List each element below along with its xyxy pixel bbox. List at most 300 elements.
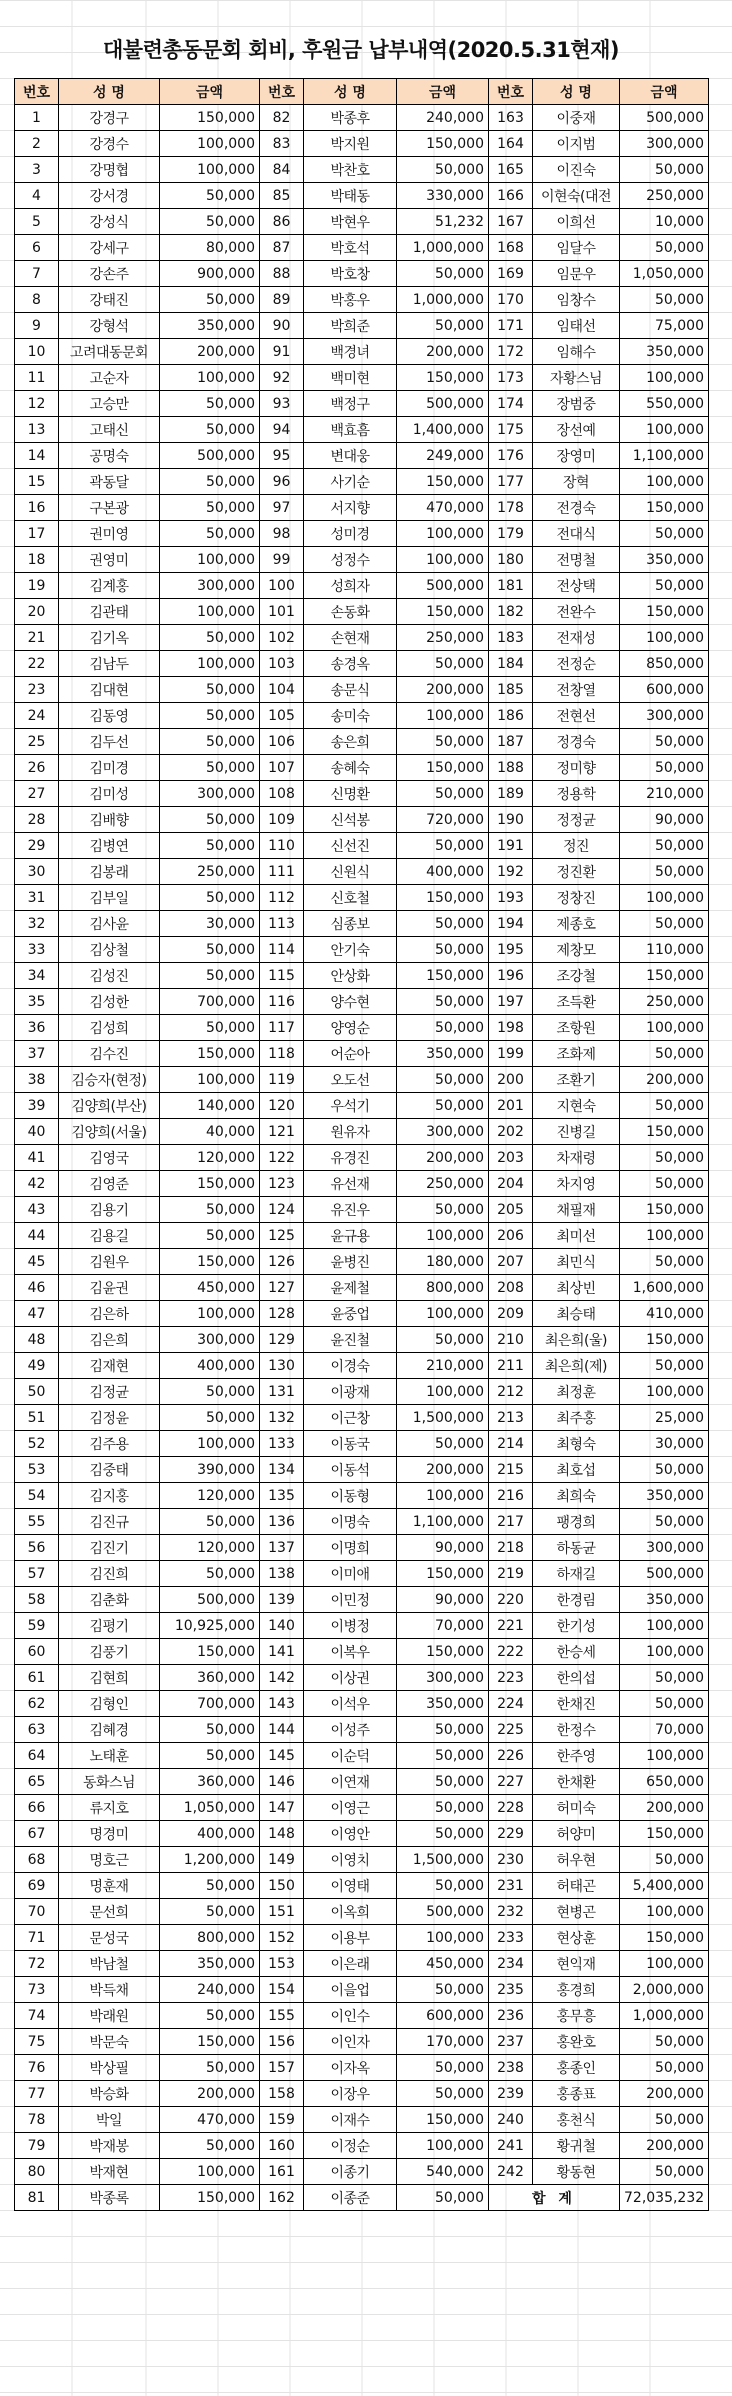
donor-name: 이을업	[304, 1977, 397, 2003]
donation-amount: 50,000	[397, 2055, 489, 2081]
donor-name: 김중태	[59, 1457, 160, 1483]
entry-number: 155	[260, 2003, 304, 2029]
donor-name: 전상택	[533, 573, 620, 599]
header-amount: 금액	[397, 79, 489, 105]
donor-name: 김재현	[59, 1353, 160, 1379]
donor-name: 김계홍	[59, 573, 160, 599]
table-row	[15, 911, 709, 937]
donation-amount: 50,000	[160, 755, 260, 781]
donation-amount: 170,000	[397, 2029, 489, 2055]
donor-name: 이영치	[304, 1847, 397, 1873]
table-row	[15, 885, 709, 911]
donation-amount: 50,000	[160, 469, 260, 495]
entry-number: 187	[489, 729, 533, 755]
table-row	[15, 2081, 709, 2107]
donation-amount: 300,000	[397, 1665, 489, 1691]
donor-name: 구본광	[59, 495, 160, 521]
donor-name: 공명숙	[59, 443, 160, 469]
entry-number: 184	[489, 651, 533, 677]
donation-amount: 550,000	[620, 391, 709, 417]
donor-name: 김풍기	[59, 1639, 160, 1665]
donor-name: 사기순	[304, 469, 397, 495]
entry-number: 107	[260, 755, 304, 781]
entry-number: 119	[260, 1067, 304, 1093]
entry-number: 163	[489, 105, 533, 131]
donor-name: 이은래	[304, 1951, 397, 1977]
donor-name: 김주용	[59, 1431, 160, 1457]
table-row	[15, 521, 709, 547]
donation-amount: 50,000	[160, 1561, 260, 1587]
donation-amount: 51,232	[397, 209, 489, 235]
donor-name: 이진숙	[533, 157, 620, 183]
donor-name: 이영태	[304, 1873, 397, 1899]
entry-number: 152	[260, 1925, 304, 1951]
donation-amount: 50,000	[160, 209, 260, 235]
donor-name: 정미향	[533, 755, 620, 781]
donation-amount: 100,000	[397, 1223, 489, 1249]
donation-amount: 50,000	[397, 1067, 489, 1093]
table-row	[15, 1821, 709, 1847]
entry-number: 212	[489, 1379, 533, 1405]
entry-number: 120	[260, 1093, 304, 1119]
donation-amount: 150,000	[160, 1171, 260, 1197]
donation-amount: 50,000	[160, 495, 260, 521]
entry-number: 222	[489, 1639, 533, 1665]
entry-number: 232	[489, 1899, 533, 1925]
donor-name: 김혜경	[59, 1717, 160, 1743]
entry-number: 42	[15, 1171, 59, 1197]
donation-amount: 1,000,000	[397, 287, 489, 313]
table-row	[15, 1769, 709, 1795]
table-row	[15, 443, 709, 469]
entry-number: 54	[15, 1483, 59, 1509]
entry-number: 67	[15, 1821, 59, 1847]
donation-amount: 700,000	[160, 1691, 260, 1717]
donor-name: 홍경희	[533, 1977, 620, 2003]
donation-ledger-table	[14, 78, 709, 2211]
donor-name: 양수현	[304, 989, 397, 1015]
donor-name: 최승태	[533, 1301, 620, 1327]
entry-number: 52	[15, 1431, 59, 1457]
entry-number: 224	[489, 1691, 533, 1717]
entry-number: 183	[489, 625, 533, 651]
donor-name: 제종호	[533, 911, 620, 937]
entry-number: 104	[260, 677, 304, 703]
donation-amount: 50,000	[397, 1327, 489, 1353]
entry-number: 50	[15, 1379, 59, 1405]
donation-amount: 50,000	[620, 235, 709, 261]
entry-number: 2	[15, 131, 59, 157]
page-title: 대불련총동문회 회비, 후원금 납부내역(2020.5.31현재)	[103, 38, 619, 62]
donation-amount: 150,000	[397, 365, 489, 391]
donor-name: 차지영	[533, 1171, 620, 1197]
donation-amount: 50,000	[397, 1769, 489, 1795]
donor-name: 김춘화	[59, 1587, 160, 1613]
donation-amount: 100,000	[397, 1483, 489, 1509]
donor-name: 이상권	[304, 1665, 397, 1691]
entry-number: 154	[260, 1977, 304, 2003]
donor-name: 최호섭	[533, 1457, 620, 1483]
entry-number: 165	[489, 157, 533, 183]
donor-name: 송경옥	[304, 651, 397, 677]
donor-name: 김영준	[59, 1171, 160, 1197]
entry-number: 1	[15, 105, 59, 131]
donation-amount: 50,000	[160, 1873, 260, 1899]
table-row	[15, 1405, 709, 1431]
donation-amount: 350,000	[160, 1951, 260, 1977]
donor-name: 팽경희	[533, 1509, 620, 1535]
donation-amount: 50,000	[397, 1821, 489, 1847]
entry-number: 7	[15, 261, 59, 287]
donor-name: 김배향	[59, 807, 160, 833]
donor-name: 김수진	[59, 1041, 160, 1067]
total-label: 합 계	[489, 2185, 620, 2211]
donation-amount: 150,000	[397, 755, 489, 781]
donation-amount: 1,050,000	[620, 261, 709, 287]
table-row	[15, 1613, 709, 1639]
table-row	[15, 2133, 709, 2159]
donation-amount: 50,000	[160, 521, 260, 547]
donation-amount: 210,000	[397, 1353, 489, 1379]
donation-amount: 10,925,000	[160, 1613, 260, 1639]
entry-number: 223	[489, 1665, 533, 1691]
entry-number: 56	[15, 1535, 59, 1561]
donor-name: 강태진	[59, 287, 160, 313]
table-row	[15, 339, 709, 365]
entry-number: 185	[489, 677, 533, 703]
donation-amount: 200,000	[620, 1067, 709, 1093]
donor-name: 김양희(부산)	[59, 1093, 160, 1119]
donation-amount: 720,000	[397, 807, 489, 833]
donation-amount: 50,000	[397, 313, 489, 339]
entry-number: 97	[260, 495, 304, 521]
table-row	[15, 209, 709, 235]
donor-name: 백경녀	[304, 339, 397, 365]
donation-amount: 470,000	[397, 495, 489, 521]
donor-name: 홍무흥	[533, 2003, 620, 2029]
donor-name: 정진	[533, 833, 620, 859]
donation-amount: 250,000	[160, 859, 260, 885]
table-row	[15, 1301, 709, 1327]
donation-amount: 100,000	[160, 599, 260, 625]
entry-number: 78	[15, 2107, 59, 2133]
table-row	[15, 391, 709, 417]
entry-number: 139	[260, 1587, 304, 1613]
table-row	[15, 1223, 709, 1249]
donation-amount: 100,000	[397, 1301, 489, 1327]
entry-number: 93	[260, 391, 304, 417]
entry-number: 105	[260, 703, 304, 729]
entry-number: 108	[260, 781, 304, 807]
entry-number: 170	[489, 287, 533, 313]
entry-number: 160	[260, 2133, 304, 2159]
entry-number: 202	[489, 1119, 533, 1145]
donor-name: 김영국	[59, 1145, 160, 1171]
entry-number: 64	[15, 1743, 59, 1769]
entry-number: 204	[489, 1171, 533, 1197]
donor-name: 신호철	[304, 885, 397, 911]
donation-amount: 150,000	[160, 1249, 260, 1275]
donation-amount: 300,000	[397, 1119, 489, 1145]
donor-name: 김부일	[59, 885, 160, 911]
donor-name: 이옥희	[304, 1899, 397, 1925]
donor-name: 김은희	[59, 1327, 160, 1353]
donation-amount: 50,000	[160, 1197, 260, 1223]
donor-name: 현익재	[533, 1951, 620, 1977]
donation-amount: 100,000	[620, 417, 709, 443]
entry-number: 26	[15, 755, 59, 781]
donation-amount: 50,000	[397, 833, 489, 859]
donation-amount: 50,000	[620, 1249, 709, 1275]
donation-amount: 50,000	[397, 261, 489, 287]
donor-name: 이복우	[304, 1639, 397, 1665]
table-row	[15, 1535, 709, 1561]
donation-amount: 150,000	[397, 1639, 489, 1665]
donor-name: 임창수	[533, 287, 620, 313]
donor-name: 손동화	[304, 599, 397, 625]
donation-amount: 50,000	[397, 729, 489, 755]
donor-name: 박호석	[304, 235, 397, 261]
table-row	[15, 235, 709, 261]
table-row	[15, 989, 709, 1015]
donation-amount: 100,000	[620, 885, 709, 911]
donor-name: 이연재	[304, 1769, 397, 1795]
donor-name: 박득채	[59, 1977, 160, 2003]
donation-amount: 10,000	[620, 209, 709, 235]
donor-name: 성정수	[304, 547, 397, 573]
donation-amount: 50,000	[620, 859, 709, 885]
donor-name: 강경수	[59, 131, 160, 157]
donor-name: 이미애	[304, 1561, 397, 1587]
donor-name: 한채환	[533, 1769, 620, 1795]
donor-name: 고태신	[59, 417, 160, 443]
donor-name: 김상철	[59, 937, 160, 963]
donation-amount: 50,000	[397, 937, 489, 963]
header-amount: 금액	[620, 79, 709, 105]
donor-name: 정경숙	[533, 729, 620, 755]
donor-name: 임태선	[533, 313, 620, 339]
entry-number: 16	[15, 495, 59, 521]
donor-name: 박남철	[59, 1951, 160, 1977]
header-amount: 금액	[160, 79, 260, 105]
donation-amount: 90,000	[397, 1587, 489, 1613]
donor-name: 김대현	[59, 677, 160, 703]
donor-name: 김기옥	[59, 625, 160, 651]
entry-number: 209	[489, 1301, 533, 1327]
entry-number: 175	[489, 417, 533, 443]
donation-amount: 30,000	[620, 1431, 709, 1457]
donor-name: 김정윤	[59, 1405, 160, 1431]
entry-number: 234	[489, 1951, 533, 1977]
entry-number: 41	[15, 1145, 59, 1171]
entry-number: 86	[260, 209, 304, 235]
entry-number: 109	[260, 807, 304, 833]
donor-name: 백효흠	[304, 417, 397, 443]
donation-amount: 150,000	[160, 2185, 260, 2211]
donation-amount: 100,000	[620, 365, 709, 391]
entry-number: 124	[260, 1197, 304, 1223]
donor-name: 최희숙	[533, 1483, 620, 1509]
entry-number: 166	[489, 183, 533, 209]
entry-number: 149	[260, 1847, 304, 1873]
entry-number: 147	[260, 1795, 304, 1821]
entry-number: 90	[260, 313, 304, 339]
entry-number: 37	[15, 1041, 59, 1067]
donation-amount: 50,000	[160, 729, 260, 755]
donor-name: 최정훈	[533, 1379, 620, 1405]
donor-name: 윤병진	[304, 1249, 397, 1275]
donation-amount: 90,000	[620, 807, 709, 833]
donation-amount: 50,000	[397, 1197, 489, 1223]
entry-number: 45	[15, 1249, 59, 1275]
entry-number: 83	[260, 131, 304, 157]
entry-number: 140	[260, 1613, 304, 1639]
table-row	[15, 1379, 709, 1405]
entry-number: 24	[15, 703, 59, 729]
donation-amount: 50,000	[620, 1145, 709, 1171]
entry-number: 103	[260, 651, 304, 677]
donor-name: 이영근	[304, 1795, 397, 1821]
donation-amount: 5,400,000	[620, 1873, 709, 1899]
entry-number: 55	[15, 1509, 59, 1535]
donor-name: 김진기	[59, 1535, 160, 1561]
donation-amount: 300,000	[160, 573, 260, 599]
entry-number: 227	[489, 1769, 533, 1795]
donation-amount: 50,000	[160, 287, 260, 313]
donor-name: 지현숙	[533, 1093, 620, 1119]
donation-amount: 100,000	[620, 1613, 709, 1639]
donation-amount: 100,000	[620, 1379, 709, 1405]
donor-name: 이장우	[304, 2081, 397, 2107]
donation-amount: 350,000	[620, 547, 709, 573]
entry-number: 72	[15, 1951, 59, 1977]
donor-name: 심종보	[304, 911, 397, 937]
donor-name: 김용기	[59, 1197, 160, 1223]
donor-name: 이민정	[304, 1587, 397, 1613]
donor-name: 송문식	[304, 677, 397, 703]
entry-number: 151	[260, 1899, 304, 1925]
donation-amount: 100,000	[397, 547, 489, 573]
donor-name: 김은하	[59, 1301, 160, 1327]
donor-name: 유진우	[304, 1197, 397, 1223]
entry-number: 5	[15, 209, 59, 235]
donation-amount: 100,000	[620, 1951, 709, 1977]
donation-amount: 350,000	[620, 1587, 709, 1613]
entry-number: 208	[489, 1275, 533, 1301]
entry-number: 186	[489, 703, 533, 729]
donor-name: 정용학	[533, 781, 620, 807]
donor-name: 허태곤	[533, 1873, 620, 1899]
entry-number: 21	[15, 625, 59, 651]
donor-name: 손현재	[304, 625, 397, 651]
donation-amount: 400,000	[160, 1353, 260, 1379]
donor-name: 조항원	[533, 1015, 620, 1041]
donation-amount: 70,000	[397, 1613, 489, 1639]
donor-name: 제창모	[533, 937, 620, 963]
entry-number: 3	[15, 157, 59, 183]
donor-name: 이경숙	[304, 1353, 397, 1379]
donation-amount: 500,000	[620, 105, 709, 131]
donor-name: 권영미	[59, 547, 160, 573]
donor-name: 이동형	[304, 1483, 397, 1509]
entry-number: 219	[489, 1561, 533, 1587]
table-row	[15, 1717, 709, 1743]
donor-name: 이명숙	[304, 1509, 397, 1535]
entry-number: 179	[489, 521, 533, 547]
donation-amount: 300,000	[620, 131, 709, 157]
entry-number: 87	[260, 235, 304, 261]
entry-number: 114	[260, 937, 304, 963]
entry-number: 210	[489, 1327, 533, 1353]
entry-number: 130	[260, 1353, 304, 1379]
donor-name: 이재수	[304, 2107, 397, 2133]
entry-number: 57	[15, 1561, 59, 1587]
entry-number: 141	[260, 1639, 304, 1665]
entry-number: 31	[15, 885, 59, 911]
table-row	[15, 937, 709, 963]
donor-name: 황귀철	[533, 2133, 620, 2159]
entry-number: 106	[260, 729, 304, 755]
header-no: 번호	[489, 79, 533, 105]
donation-amount: 50,000	[620, 2107, 709, 2133]
donor-name: 유선재	[304, 1171, 397, 1197]
donation-amount: 1,200,000	[160, 1847, 260, 1873]
entry-number: 29	[15, 833, 59, 859]
entry-number: 196	[489, 963, 533, 989]
donor-name: 이동석	[304, 1457, 397, 1483]
donor-name: 박래원	[59, 2003, 160, 2029]
donor-name: 김병연	[59, 833, 160, 859]
donation-amount: 100,000	[620, 1015, 709, 1041]
donation-amount: 50,000	[620, 1509, 709, 1535]
donor-name: 박재현	[59, 2159, 160, 2185]
entry-number: 161	[260, 2159, 304, 2185]
donor-name: 명호근	[59, 1847, 160, 1873]
donation-amount: 1,050,000	[160, 1795, 260, 1821]
table-row	[15, 1587, 709, 1613]
donor-name: 김동영	[59, 703, 160, 729]
donor-name: 이종준	[304, 2185, 397, 2211]
donation-amount: 150,000	[620, 495, 709, 521]
donation-amount: 150,000	[397, 131, 489, 157]
entry-number: 116	[260, 989, 304, 1015]
entry-number: 190	[489, 807, 533, 833]
donation-amount: 100,000	[160, 1431, 260, 1457]
donation-amount: 70,000	[620, 1717, 709, 1743]
donation-amount: 50,000	[160, 1899, 260, 1925]
donor-name: 차재령	[533, 1145, 620, 1171]
entry-number: 34	[15, 963, 59, 989]
donor-name: 윤규용	[304, 1223, 397, 1249]
donation-amount: 150,000	[397, 599, 489, 625]
table-row	[15, 651, 709, 677]
table-row	[15, 1977, 709, 2003]
table-row	[15, 625, 709, 651]
donor-name: 김진규	[59, 1509, 160, 1535]
donor-name: 신명환	[304, 781, 397, 807]
donor-name: 문선희	[59, 1899, 160, 1925]
entry-number: 174	[489, 391, 533, 417]
donor-name: 이중재	[533, 105, 620, 131]
entry-number: 156	[260, 2029, 304, 2055]
entry-number: 88	[260, 261, 304, 287]
donor-name: 조강철	[533, 963, 620, 989]
entry-number: 17	[15, 521, 59, 547]
entry-number: 69	[15, 1873, 59, 1899]
donation-amount: 140,000	[160, 1093, 260, 1119]
donation-amount: 50,000	[620, 1353, 709, 1379]
donor-name: 이종기	[304, 2159, 397, 2185]
